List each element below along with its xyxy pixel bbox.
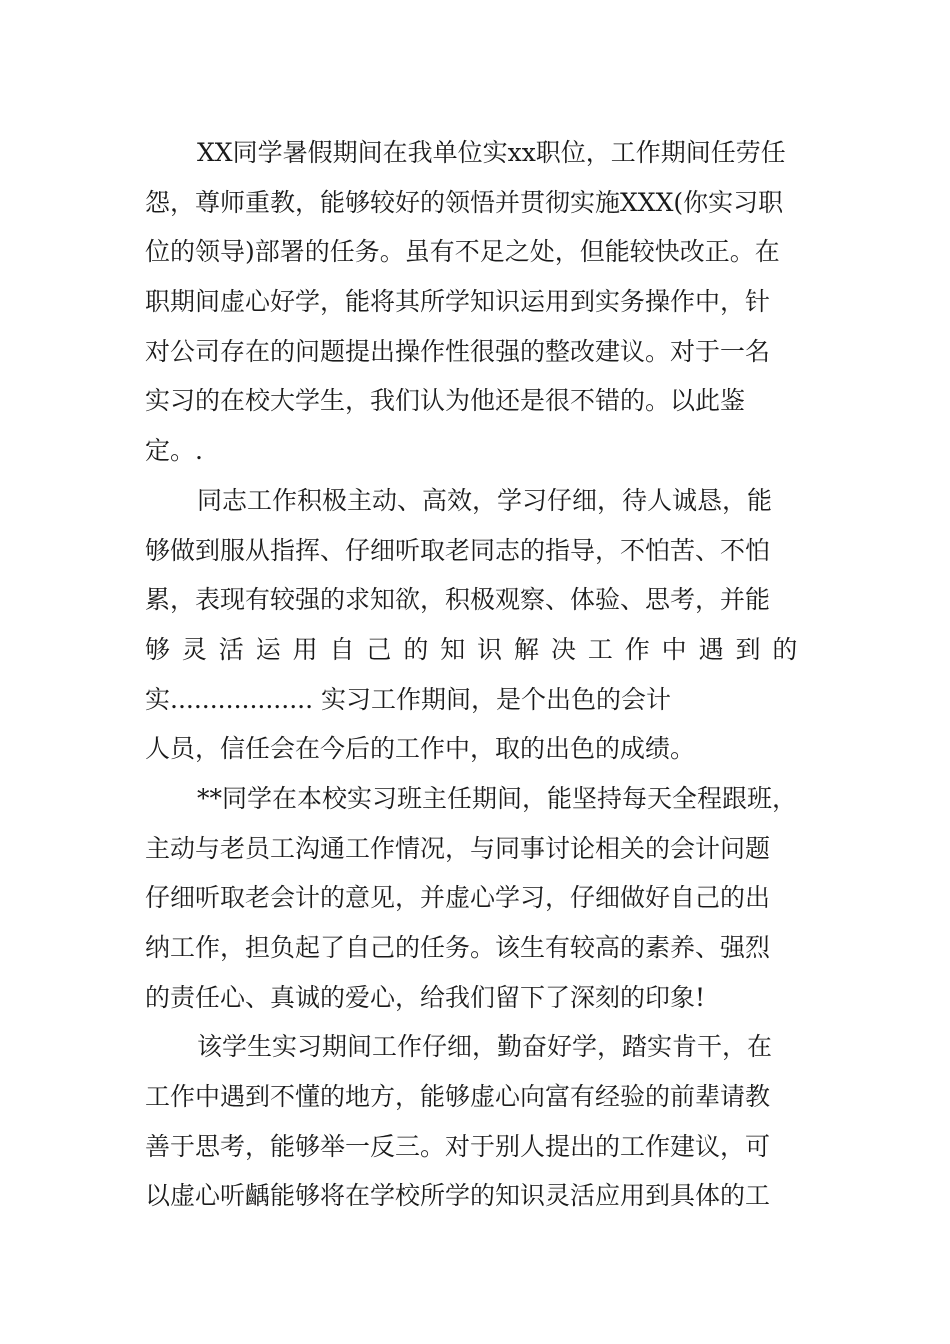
paragraph-1	[145, 128, 807, 476]
text-line: 纳工作，担负起了自己的任务。该生有较高的素养、强烈	[145, 933, 771, 962]
text-line: **同学在本校实习班主任期间，能坚持每天全程跟班，	[197, 783, 798, 813]
text-line: 定。.	[145, 436, 203, 466]
text-line: 仔细听取老会计的意见，并虚心学习，仔细做好自己的出	[145, 883, 771, 913]
text-line: 职期间虚心好学，能将其所学知识运用到实务操作中，针	[145, 287, 771, 317]
text-line: 累，表现有较强的求知欲，积极观察、体验、思考，并能	[145, 585, 771, 615]
text-line: 实.................. 实习工作期间，是个出色的会计	[145, 684, 671, 714]
text-line: 的责任心、真诚的爱心，给我们留下了深刻的印象!	[145, 982, 706, 1012]
text-line: 怨，尊师重教，能够较好的领悟并贯彻实施XXX(你实习职	[145, 187, 784, 217]
document-body	[145, 128, 807, 1221]
text-line: 该学生实习期间工作仔细，勤奋好学，踏实肯干，在	[197, 1032, 773, 1062]
text-line: XX同学暑假期间在我单位实xx职位，工作期间任劳任	[197, 138, 786, 167]
text-line: 实习的在校大学生，我们认为他还是很不错的。以此鉴	[145, 386, 746, 416]
text-line: 以虚心听齲能够将在学校所学的知识灵活应用到具体的工	[145, 1181, 771, 1211]
text-line: 位的领导)部署的任务。虽有不足之处，但能较快改正。在	[145, 237, 780, 267]
text-line: 工作中遇到不懂的地方，能够虚心向富有经验的前辈请教	[145, 1082, 771, 1112]
text-line: 对公司存在的问题提出操作性很强的整改建议。对于一名	[145, 336, 771, 366]
text-line: 人员，信任会在今后的工作中，取的出色的成绩。	[145, 734, 696, 764]
paragraph-2	[145, 476, 807, 774]
paragraph-4	[145, 1022, 807, 1221]
text-line: 善于思考，能够举一反三。对于别人提出的工作建议，可	[145, 1131, 771, 1161]
text-line: 够灵活运用自己的知识解决工作中遇到的	[145, 634, 807, 664]
paragraph-3	[145, 774, 807, 1022]
text-line: 同志工作积极主动、高效，学习仔细，待人诚恳，能	[197, 485, 773, 515]
text-line: 主动与老员工沟通工作情况，与同事讨论相关的会计问题	[145, 833, 771, 863]
text-line: 够做到服从指挥、仔细听取老同志的指导，不怕苦、不怕	[145, 535, 771, 565]
